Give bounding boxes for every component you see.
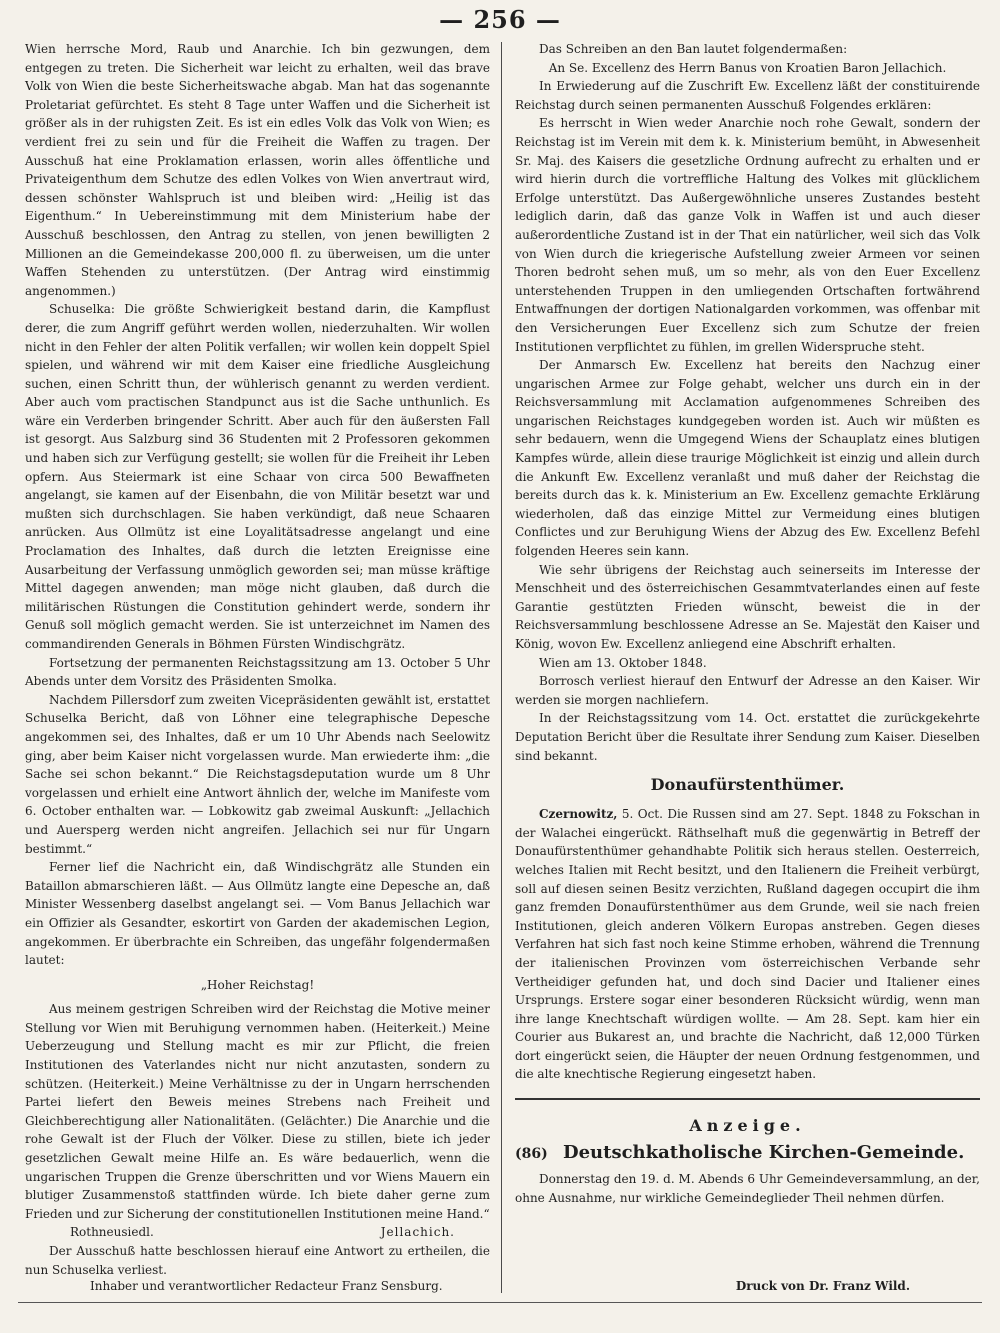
right-address: An Se. Excellenz des Herrn Banus von Kroatien Baron Jellachich. [548,60,947,75]
section-heading: Donaufürstenthümer. [650,775,845,795]
letter-signature-row [25,1223,490,1242]
left-paragraph-6: Aus meinem gestrigen Schreiben wird der Reichstag die Motive meiner Stellung vor Wien mit Beruhigung vernommen haben. (Heiterkeit.) Meine Ueberzeugung und Stellung macht es mir zur Pflicht, die freien Institutionen des Vaterlandes nicht nur nicht anzutasten, sondern zu schützen. (Heiterkeit.) Meine Verhältnisse zu der in Ungarn herrschenden Partei liefert den Beweis meines Strebens nach Freiheit und Gleichberechtigung aller Nationalitäten. (Gelächter.) Die Anarchie und die rohe Gewalt ist der Fluch der Völker. Diese zu stillen, biete ich jeder gesetzlichen Gewalt meine Hilfe an. Es wäre bedauerlich, wenn die ungarischen Truppen die Grenze überschritten und vor Wiens Mauern ein blutiger Zusammenstoß stattfinden würde. Ich biete daher gerne zum Frieden und zur Sicherung der constitutionellen Institutionen meine Hand.“ [25,1002,490,1221]
letter-salutation: „Hoher Reichstag! [200,977,315,992]
right-column [515,40,980,1207]
left-column [25,40,490,1279]
left-paragraph-7: Der Ausschuß hatte beschlossen hierauf eine Antwort zu ertheilen, die nun Schuselka verliest. [25,1244,490,1277]
left-paragraph-4: Nachdem Pillersdorf zum zweiten Vicepräsidenten gewählt ist, erstattet Schuselka Bericht, daß von Löhner eine telegraphische Depesche angekommen sei, des Inhaltes, daß er um 10 Uhr Abends nach Seelowitz ging, aber beim Kaiser nicht vorgelassen wurde. Man erwiederte ihm: „die Sache sei schon bekannt.“ Die Reichstagsdeputation wurde um 8 Uhr vorgelassen und erhielt eine Antwort ähnlich der, welche im Manifeste vom 6. October enthalten war. — Lobkowitz gab zweimal Auskunft: „Jellachich und Auersperg werden nicht angreifen. Jellachich sei nur für Ungarn bestimmt.“ [25,692,490,856]
right-paragraph-5: Borrosch verliest hierauf den Entwurf der Adresse an den Kaiser. Wir werden sie morgen nachliefern. [515,674,980,707]
right-paragraph-1: In Erwiederung auf die Zuschrift Ew. Excellenz läßt der constituirende Reichstag durch seinen permanenten Ausschuß Folgendes erklären: [515,79,980,112]
advertisement-organization: Deutschkatholische Kirchen-Gemeinde. [563,1142,965,1164]
advertisement-header [515,1142,980,1164]
section-rule [515,1098,980,1100]
right-intro: Das Schreiben an den Ban lautet folgendermaßen: [539,42,848,56]
left-paragraph-2: Schuselka: Die größte Schwierigkeit bestand darin, die Kampflust derer, die zum Angriff geführt werden wollen, niederzuhalten. Wir wollen nicht in den Fehler der alten Politik verfallen; wir wollen kein doppelt Spiel spielen, und während wir mit dem Kaiser eine friedliche Ausgleichung suchen, einen Schritt thun, der wühlerisch genannt zu werden verdient. Aber auch vom practischen Standpunct aus ist die Sache unthunlich. Es wäre ein Verderben bringender Schritt. Aber auch für den äußersten Fall ist gesorgt. Aus Salzburg sind 36 Studenten mit 2 Professoren gekommen und haben sich zur Verfügung gestellt; sie wollen für die Freiheit ihr Leben opfern. Aus Steiermark ist eine Schaar von circa 500 Bewaffneten angelangt, sie kamen auf der Eisenbahn, die von Militär besetzt war und mußten sich durchschlagen. Sie haben verkündigt, daß neue Schaaren anrücken. Aus Ollmütz ist eine Loyalitätsadresse angelangt und eine Proclamation des Inhaltes, daß durch die letzten Ereignisse eine Ausarbeitung der Verfassung unmöglich geworden sei; man müsse kräftige Mittel dagegen anwenden; man möge nicht glauben, daß durch die militärischen Rüstungen die Constitution gehindert werde, sondern ihr Genuß soll möglich gemacht werden. Sie ist unterzeichnet im Namen des commandirenden Generals in Böhmen Fürsten Windischgrätz. [25,302,490,651]
left-paragraph-3: Fortsetzung der permanenten Reichstagssitzung am 13. October 5 Uhr Abends unter dem Vorsitz des Präsidenten Smolka. [25,655,490,689]
dispatch-place: Czernowitz, [539,807,618,822]
dispatch-paragraph [515,805,980,1084]
advertisement-text: Donnerstag den 19. d. M. Abends 6 Uhr Gemeindeversammlung, an der, ohne Ausnahme, nur wirkliche Gemeindeglieder Theil nehmen dürfen. [515,1172,980,1205]
footer-editor: Inhaber und verantwortlicher Redacteur Franz Sensburg. [90,1279,443,1293]
advertisement-title: Anzeige. [689,1116,806,1136]
right-date: Wien am 13. Oktober 1848. [539,655,707,670]
right-paragraph-4: Wie sehr übrigens der Reichstag auch seinerseits im Interesse der Menschheit und des österreichischen Gesammtvaterlandes einen auf feste Garantie gestützten Frieden wünscht, beweist die in der Reichsversammlung beschlossene Adresse an Se. Majestät den Kaiser und König, wovon Ew. Excellenz anliegend eine Abschrift erhalten. [515,562,980,651]
advertisement-number: (86) [515,1146,548,1163]
dispatch-text: 5. Oct. Die Russen sind am 27. Sept. 1848 zu Fokschan in der Walachei eingerückt. Räthselhaft muß die gegenwärtig in Betreff der Donaufürstenthümer gehandhabte Politik sich heraus stellen. Oesterreich, welches Italien mit Recht besitzt, und den Italienern die Freiheit verbürgt, soll auf diesen seinen Besitz verzichten, Rußland dagegen occupirt die ihm ganz fremden Donaufürstenthümer aus dem Grunde, weil sie nach freien Institutionen, gleich anderen Völkern Europas anstreben. Gegen dieses Verfahren hat sich fast noch keine Stimme erhoben, während die Trennung der italienischen Provinzen vom österreichischen Verbande sehr Vertheidiger gefunden hat, und doch sind Dacier und Italiener eines Ursprungs. Erstere sogar einer besonderen Rücksicht würdig, wenn man ihre lange Knechtschaft würdigen wollte. — Am 28. Sept. kam hier ein Courier aus Bukarest an, und brachte die Nachricht, daß 12,000 Türken dort eingerückt seien, die Häupter der neuen Ordnung festgenommen, und die alte knechtische Regierung eingesetzt haben. [515,807,980,1082]
left-paragraph-5: Ferner lief die Nachricht ein, daß Windischgrätz alle Stunden ein Bataillon abmarschieren läßt. — Aus Ollmütz langte eine Depesche an, daß Minister Wessenberg daselbst angelangt sei. — Vom Banus Jellachich war ein Offizier als Gesandter, eskortirt von Garden der akademischen Legion, angekommen. Er überbrachte ein Schreiben, das ungefähr folgendermaßen lautet: [25,860,490,968]
right-paragraph-2: Es herrscht in Wien weder Anarchie noch rohe Gewalt, sondern der Reichstag ist im Verein mit dem k. k. Ministerium bemüht, in Abwesenheit Sr. Maj. des Kaisers die gesetzliche Ordnung aufrecht zu erhalten und er wird hierin durch die vortreffliche Haltung des Volkes mit glücklichem Erfolge unterstützt. Das Außergewöhnliche unseres Zustandes besteht lediglich darin, daß das ganze Volk in Waffen ist und auch dieser außerordentliche Zustand ist in der That ein natürlicher, weil sich das Volk von Wien durch die kriegerische Aufstellung zweier Armeen vor seinen Thoren bedroht sehen muß, um so mehr, als von den Euer Excellenz unterstehenden Truppen in den umliegenden Ortschaften fortwährend Entwaffnungen der dortigen Nationalgarden vorkommen, was offenbar mit den Versicherungen Euer Excellenz sich zum Schutze der freien Institutionen verpflichtet zu fühlen, im grellen Widerspruche steht. [515,116,980,354]
footer-rule [18,1302,982,1303]
column-divider [501,42,502,1293]
page-number: — 256 — [439,5,561,34]
right-paragraph-6: In der Reichstagssitzung vom 14. Oct. erstattet die zurückgekehrte Deputation Bericht über die Resultate ihrer Sendung zum Kaiser. Dieselben sind bekannt. [515,711,980,763]
signature-name: Jellachich. [380,1225,455,1240]
right-paragraph-3: Der Anmarsch Ew. Excellenz hat bereits den Nachzug einer ungarischen Armee zur Folge gehabt, welcher uns durch ein in der Reichsversammlung mit Acclamation aufgenommenes Schreiben des ungarischen Reichstages kundgegeben worden ist. Auch wir müßten es sehr bedauern, wenn die Umgegend Wiens der Schauplatz eines blutigen Kampfes würde, allein diese traurige Möglichkeit ist einzig und allein durch die Ankunft Ew. Excellenz veranlaßt und muß daher der Reichstag die bereits durch das k. k. Ministerium an Ew. Excellenz gemachte Erklärung wiederholen, daß das einzige Mittel zur Vermeidung eines blutigen Conflictes und zur Beruhigung Wiens der Abzug des Ew. Excellenz Befehl folgenden Heeres sein kann. [515,358,980,559]
signature-place: Rothneusiedl. [70,1225,154,1240]
left-paragraph-1: Wien herrsche Mord, Raub und Anarchie. Ich bin gezwungen, dem entgegen zu treten. Die Sicherheit war leicht zu erhalten, weil das brave Volk von Wien die beste Sicherheitswache abgab. Man hat das sogenannte Proletariat gefürchtet. Es steht 8 Tage unter Waffen und die Sicherheit ist größer als in der ruhigsten Zeit. Es ist ein edles Volk das Volk von Wien; es verdient frei zu sein und für die Freiheit die Waffen zu tragen. Der Ausschuß hat eine Proklamation erlassen, worin alles öffentliche und Privateigenthum dem Schutze des edlen Volkes von Wien anvertraut wird, dessen schönster Wahlspruch ist und bleiben wird: „Heilig ist das Eigenthum.“ In Uebereinstimmung mit dem Ministerium habe der Ausschuß beschlossen, den Antrag zu stellen, von jenen bewilligten 2 Millionen an die Gemeindekasse 200,000 fl. zu überweisen, um die unter Waffen Stehenden zu unterstützen. (Der Antrag wird einstimmig angenommen.) [25,42,490,298]
footer-printer: Druck von Dr. Franz Wild. [735,1279,910,1293]
